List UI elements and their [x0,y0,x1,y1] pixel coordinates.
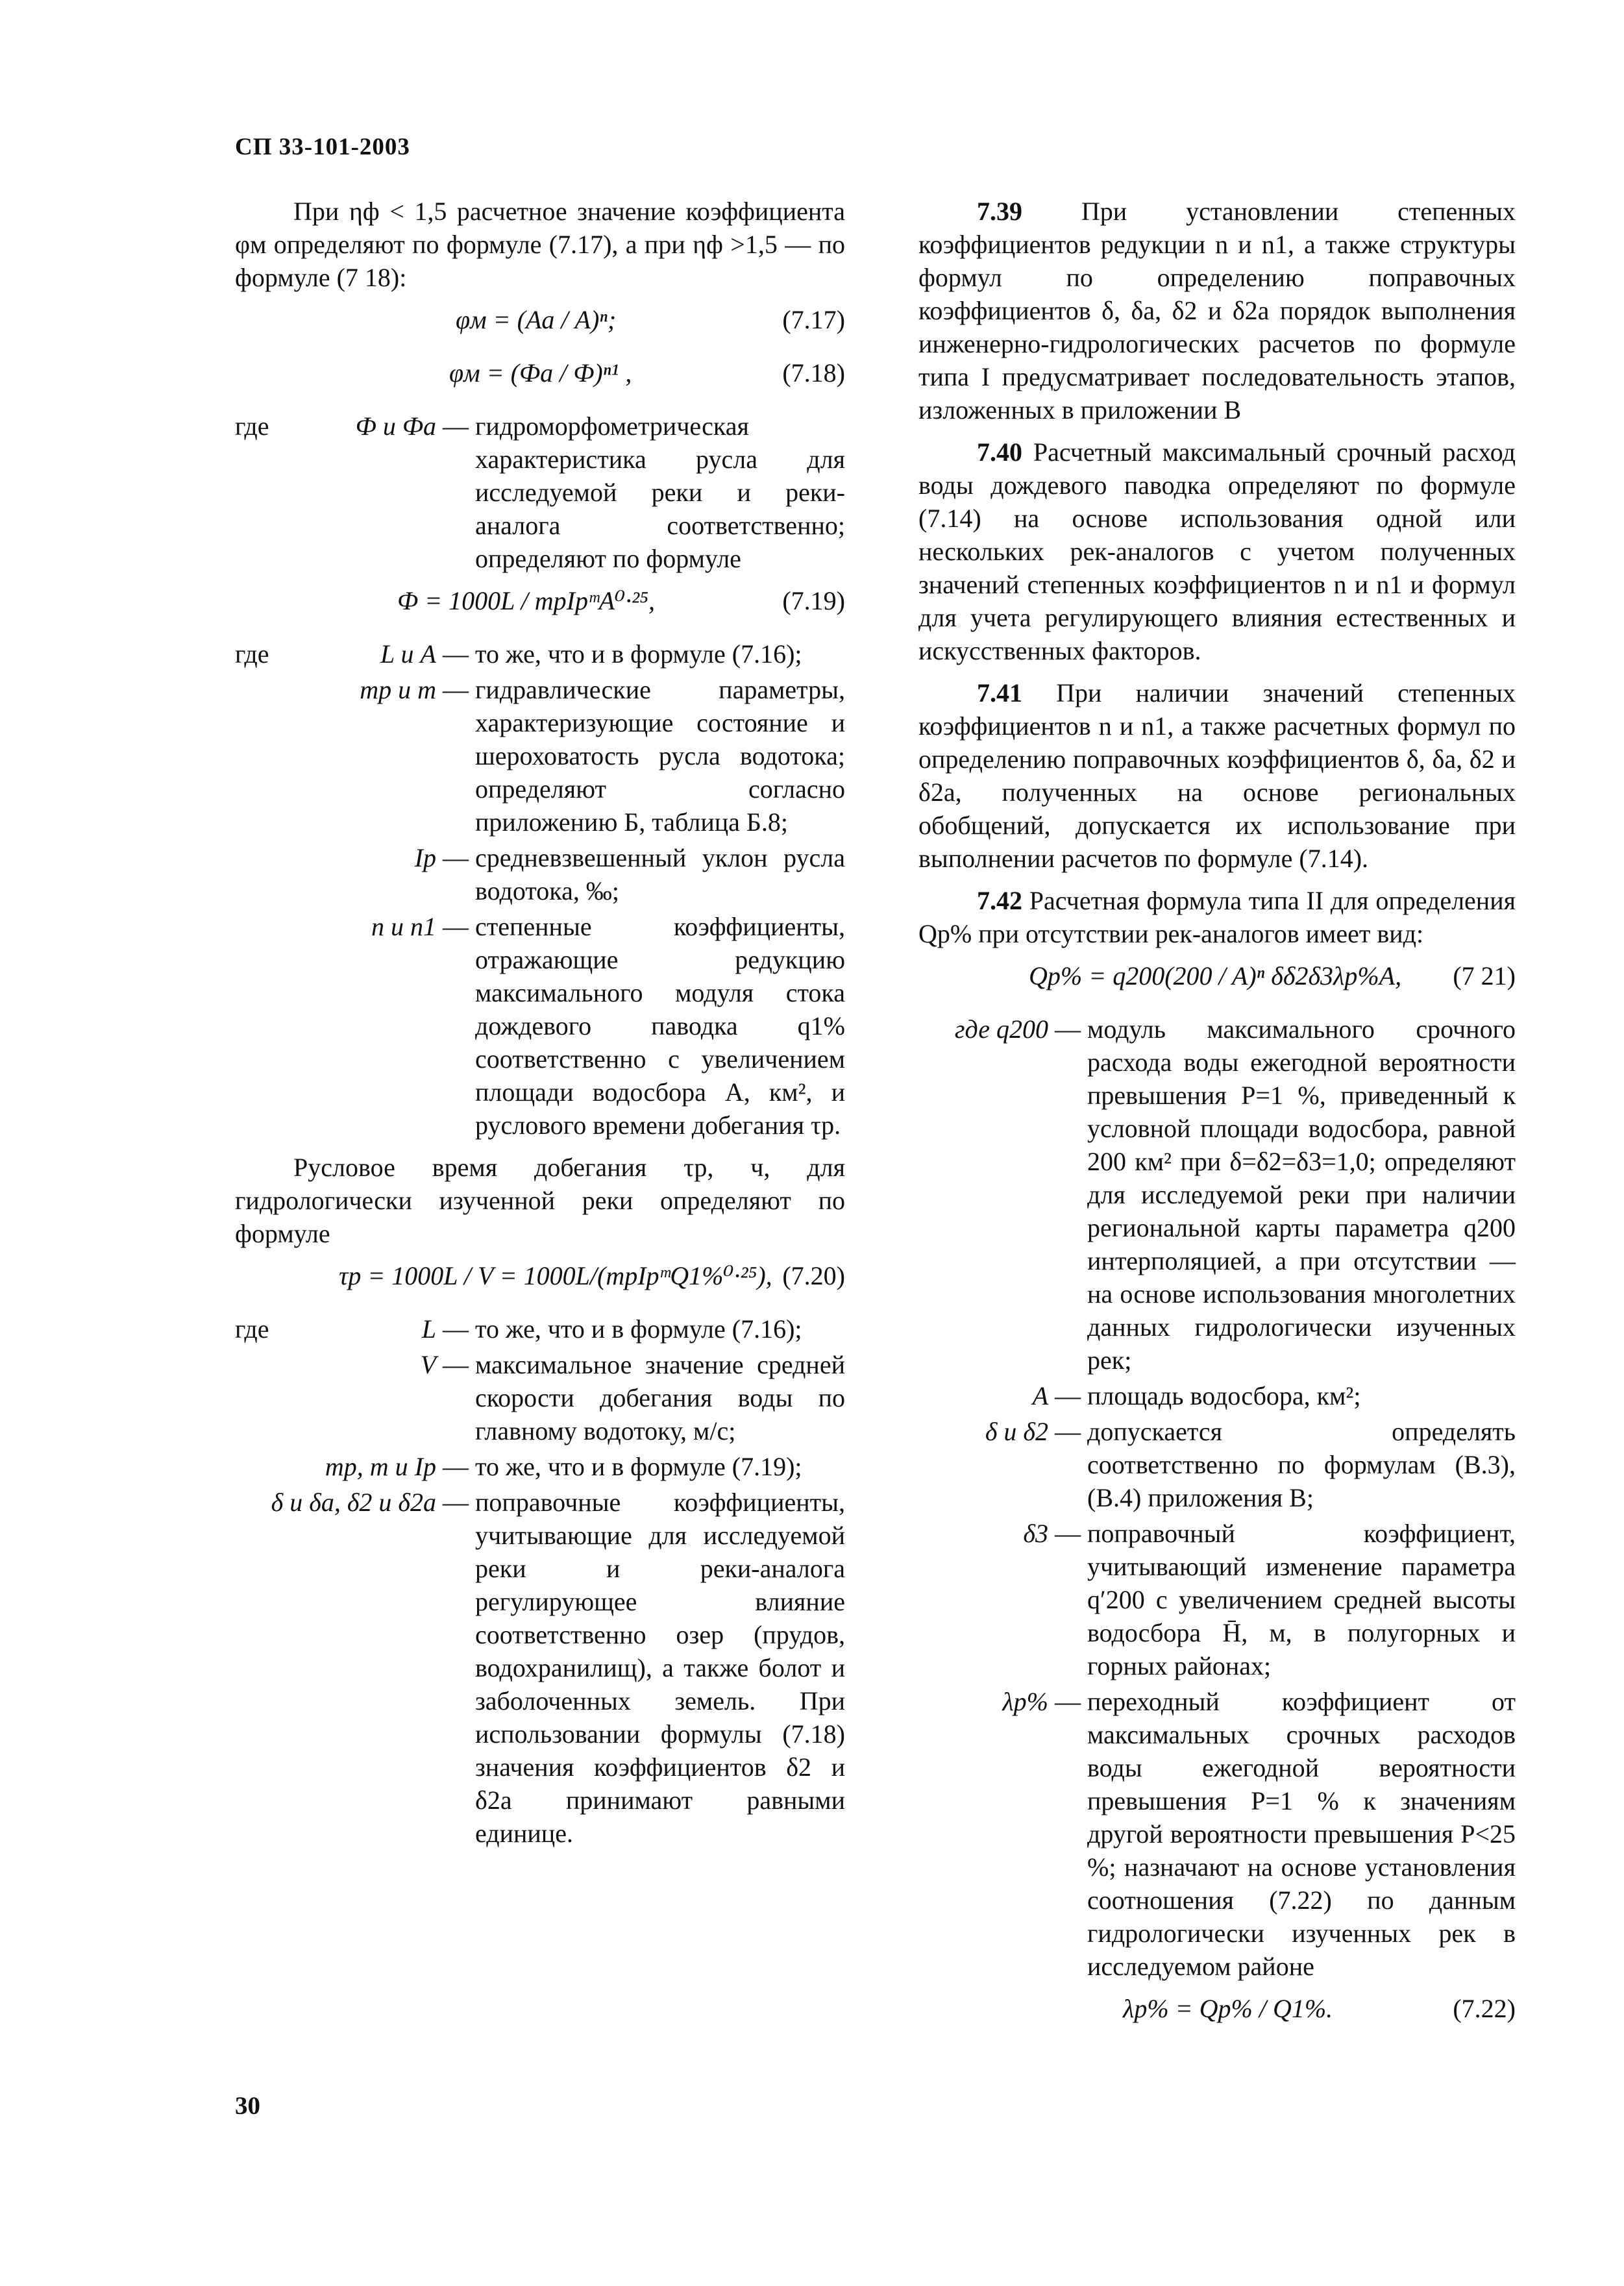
definition-symbol: δ3 [1023,1519,1048,1548]
formula-7-20 [235,1259,845,1301]
definition-symbol: n и n1 [371,912,436,941]
formula-expression: λр% = Qр% / Q1%. [1123,1994,1333,2023]
section-text: Расчетная формула типа II для определения Qр% при отсутствии рек-аналогов имеет вид: [918,886,1516,948]
definition-item [235,1348,845,1447]
definition-list [235,410,845,575]
definition-text: степенные коэффициенты, отражающие редукцию максимального модуля стока дождевого паводка q1% соответственно с увеличением площади водосбора A, км², и руслового времени добегания τр. [475,912,845,1140]
formula-7-21 [918,959,1516,1001]
where-label: где [235,1314,269,1344]
section-number: 7.41 [977,678,1022,707]
definition-symbol: L [421,1314,436,1344]
definition-dash: — [443,1452,469,1481]
definition-list [235,1312,845,1850]
definition-dash: — [443,912,469,941]
definition-dash: — [1055,1417,1081,1446]
formula-number: (7.22) [1453,1994,1516,2023]
definition-symbol: δ и δа, δ2 и δ2а [271,1488,436,1517]
formula-expression: Ф = 1000L / mрIрᵐA⁰·²⁵, [397,586,656,615]
definition-dash: — [1055,1014,1081,1044]
definition-item [235,910,845,1142]
definition-symbol: где q200 [954,1014,1048,1044]
definition-text: поправочные коэффициенты, учитывающие для исследуемой реки и реки-аналога регулирующее влияние соответственно озер (прудов, водохранилищ), а также болот и заболоченных земель. При использовании формулы (7.18) значения коэффициентов δ2 и δ2а принимают равными единице. [475,1488,845,1848]
definition-text: то же, что и в формуле (7.16); [475,1314,802,1344]
formula-number: (7.19) [782,586,845,615]
section-7-39 [918,195,1516,426]
definition-item [235,673,845,839]
section-text: Расчетный максимальный срочный расход воды дождевого паводка определяют по формуле (7.14) на основе использования одной или нескольких рек-аналогов с учетом полученных значений степенных коэффициентов n и n1 и формул для учета регулирующего влияния естественных и искусственных факторов. [918,437,1516,665]
definition-item [235,841,845,907]
definition-dash: — [443,1488,469,1517]
definition-dash: — [443,412,469,441]
section-text: При установлении степенных коэффициентов редукции n и n1, а также структуры формул по определению поправочных коэффициентов δ, δа, δ2 и δ2а порядок выполнения инженерно-гидрологических расчетов по формуле типа I предусматривает последовательность этапов, изложенных в приложении В [918,197,1516,424]
definition-dash: — [1055,1687,1081,1716]
definition-item [918,1415,1516,1514]
section-text: При наличии значений степенных коэффициентов n и n1, а также расчетных формул по определению поправочных коэффициентов δ, δа, δ2 и δ2а, полученных на основе региональных обобщений, допускается их использование при выполнении расчетов по формуле (7.14). [918,678,1516,873]
definition-list [235,637,845,1142]
definition-symbol: mр и m [360,675,436,704]
definition-symbol: Ф и Фа [355,412,436,441]
formula-expression: Qр% = q200(200 / A)ⁿ δδ2δ3λр%A, [1029,961,1402,990]
paragraph: При ηф < 1,5 расчетное значение коэффициента φм определяют по формуле (7.17), а при ηф >1,5 — по формуле (7 18): [235,197,845,292]
definition-text: гидравлические параметры, характеризующие состояние и шероховатость русла водотока; определяют согласно приложению Б, таблица Б.8; [475,675,845,837]
definition-list [918,1013,1516,1983]
definition-dash: — [443,1350,469,1379]
definition-symbol: δ и δ2 [985,1417,1048,1446]
section-7-42 [918,884,1516,950]
definition-text: площадь водосбора, км²; [1087,1381,1361,1410]
definition-item [235,1486,845,1850]
formula-7-22 [918,1992,1516,2034]
definition-text: переходный коэффициент от максимальных срочных расходов воды ежегодной вероятности превышения P=1 % к значениям другой вероятности превышения P<25 %; назначают на основе установления соотношения (7.22) по данным гидрологически изученных рек в исследуемом районе [1087,1687,1516,1981]
formula-number: (7.20) [782,1261,845,1290]
where-label: где [235,412,269,441]
formula-7-17 [235,303,845,345]
definition-dash: — [1055,1519,1081,1548]
paragraph: Русловое время добегания τр, ч, для гидрологически изученной реки определяют по формуле [235,1153,845,1248]
definition-item [235,1450,845,1483]
definition-symbol: Iр [414,843,436,872]
formula-7-18 [235,356,845,398]
definition-text: гидроморфометрическая характеристика русла для исследуемой реки и реки-аналога соответственно; определяют по формуле [475,412,845,573]
section-number: 7.39 [977,197,1022,226]
section-number: 7.42 [977,886,1022,915]
definition-text: допускается определять соответственно по формулам (В.3), (В.4) приложения В; [1087,1417,1516,1512]
formula-7-19 [235,584,845,626]
definition-symbol: L и A [380,639,436,669]
section-number: 7.40 [977,437,1022,467]
formula-number: (7.17) [782,305,845,334]
formula-expression: φм = (Фа / Ф)ⁿ¹ , [449,358,632,387]
definition-symbol: λр% [1002,1687,1048,1716]
formula-expression: τр = 1000L / V = 1000L/(mрIрᵐQ1%⁰·²⁵), [339,1261,772,1290]
definition-item [918,1379,1516,1412]
definition-item [918,1685,1516,1983]
where-label: где [235,639,269,669]
definition-dash: — [443,675,469,704]
definition-text: модуль максимального срочного расхода воды ежегодной вероятности превышения P=1 %, приведенный к условной площади водосбора, равной 200 км² при δ=δ2=δ3=1,0; определяют для исследуемой реки при наличии региональной карты параметра q200 интерполяцией, а при отсутствии — на основе использования многолетних данных гидрологически изученных рек; [1087,1014,1516,1375]
definition-item [918,1013,1516,1377]
formula-expression: φм = (Aа / A)ⁿ; [456,305,617,334]
definition-item [235,637,845,670]
left-column [235,195,845,1859]
definition-text: то же, что и в формуле (7.19); [475,1452,802,1481]
section-7-41 [918,676,1516,875]
definition-dash: — [443,1314,469,1344]
definition-item [235,1312,845,1346]
definition-symbol: A [1032,1381,1048,1410]
definition-symbol: V [420,1350,436,1379]
page-number: 30 [235,2092,260,2120]
formula-number: (7 21) [1453,961,1516,990]
section-7-40 [918,436,1516,667]
definition-text: поправочный коэффициент, учитывающий изменение параметра q′200 с увеличением средней высоты водосбора H̄, м, в полугорных и горных районах; [1087,1519,1516,1680]
document-header: СП 33-101-2003 [235,134,410,160]
formula-number: (7.18) [782,358,845,387]
definition-dash: — [1055,1381,1081,1410]
definition-text: то же, что и в формуле (7.16); [475,639,802,669]
definition-item [235,410,845,575]
definition-dash: — [443,639,469,669]
right-column [918,195,1516,2045]
definition-symbol: mр, m и Iр [325,1452,436,1481]
definition-dash: — [443,843,469,872]
definition-text: средневзвешенный уклон русла водотока, ‰; [475,843,845,905]
definition-text: максимальное значение средней скорости добегания воды по главному водотоку, м/с; [475,1350,845,1445]
definition-item [918,1517,1516,1682]
